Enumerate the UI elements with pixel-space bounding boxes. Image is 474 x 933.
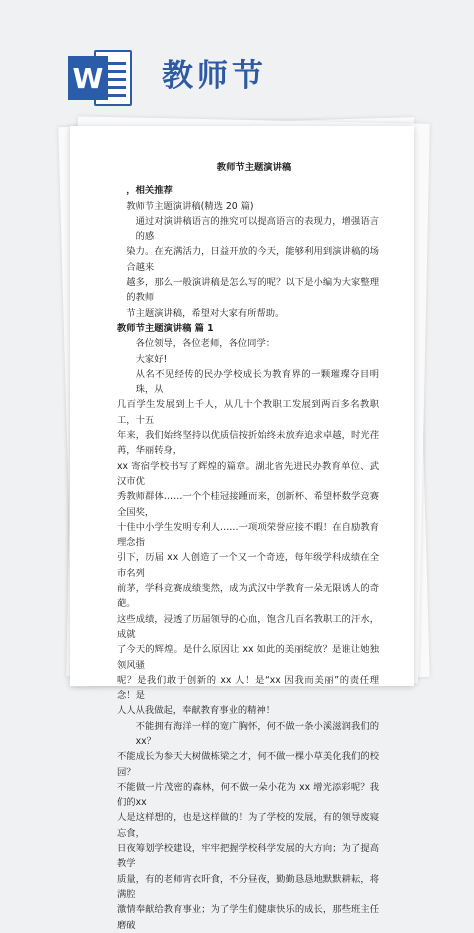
document-line: 秀教师群体……一个个桂冠接踵而来，创新杯、希望杯数学竞赛全国奖，	[117, 491, 379, 518]
document-line: 染力。在充满活力，日益开放的今天，能够利用到演讲稿的场合越来	[126, 246, 379, 273]
document-line: 人人从我做起，奉献教育事业的精神！	[117, 705, 276, 717]
word-app-icon	[68, 44, 128, 108]
word-letter-icon: W	[68, 56, 108, 100]
document-line: 不能拥有海洋一样的宽广胸怀，何不做一条小溪滋润我们的 xx？	[135, 720, 379, 747]
banner-title: 教师节	[162, 58, 267, 94]
document-line: 越多，那么一般演讲稿是怎么写的呢？以下是小编为大家整理的教师	[126, 277, 379, 304]
document-line: 从名不见经传的民办学校成长为教育界的一颗璀璨夺目明珠，从	[135, 368, 379, 396]
document-line: 了今天的辉煌。是什么原因让 xx 如此的美丽绽放？是谁让她独领风骚	[117, 644, 379, 671]
document-line: 不能做一片茂密的森林，何不做一朵小花为 xx 增光添彩呢？我们的xx	[117, 781, 379, 809]
document-page	[70, 126, 414, 931]
document-content	[117, 160, 379, 933]
document-line: 不能成长为参天大树做栋梁之才，何不做一棵小草美化我们的校园？	[117, 751, 379, 778]
document-line: xx 寄宿学校书写了辉煌的篇章。湖北省先进民办教育单位、武汉市优	[117, 460, 379, 487]
document-line: 教师节主题演讲稿 篇 1	[117, 322, 214, 334]
document-title: 教师节主题演讲稿	[216, 162, 292, 173]
document-line: 大家好!	[135, 353, 168, 365]
document-line: 质量，有的老师宵衣旰食，不分昼夜，勤勤恳恳地默默耕耘，将满腔	[117, 873, 379, 900]
banner	[0, 0, 474, 130]
document-line: 节主题演讲稿，希望对大家有所帮助。	[126, 307, 285, 319]
document-body	[117, 183, 379, 933]
document-line: 教师节主题演讲稿(精选 20 篇)	[126, 200, 254, 212]
document-line: 几百学生发展到上千人，从几十个教职工发展到两百多名教职工，十五	[117, 399, 379, 426]
document-line: 各位领导，各位老师，各位同学：	[135, 338, 276, 350]
document-line: 这些成绩，浸透了历届领导的心血，饱含几百名教职工的汗水，成就	[117, 613, 379, 640]
document-line: 日夜筹划学校建设，牢牢把握学校科学发展的大方向；为了提高教学	[117, 843, 379, 870]
document-line: 呢？是我们敢于创新的 xx 人！是“xx 因我而美丽”的责任理念！是	[117, 674, 379, 702]
document-line: 十佳中小学生发明专利人……一项项荣誉应接不暇！在自励教育理念指	[117, 521, 379, 549]
document-line: ，相关推荐	[126, 185, 173, 197]
document-line: 通过对演讲稿语言的推究可以提高语言的表现力，增强语言的感	[135, 215, 379, 243]
document-line: 前茅，学科竞赛成绩斐然，成为武汉中学教育一朵无限诱人的奇葩。	[117, 583, 379, 610]
document-line: 引下，历届 xx 人创造了一个又一个奇迹，每年级学科成绩在全市名列	[117, 552, 379, 579]
document-line: 激情奉献给教育事业；为了学生们健康快乐的成长，那些班主任磨破	[117, 904, 379, 931]
document-line: 年来，我们始终坚持以优质信按折始终未放弃追求卓越，时光荏苒，华丽转身，	[117, 430, 379, 457]
document-line: 人是这样想的，也是这样做的！为了学校的发展，有的领导废寝忘食，	[117, 812, 379, 839]
